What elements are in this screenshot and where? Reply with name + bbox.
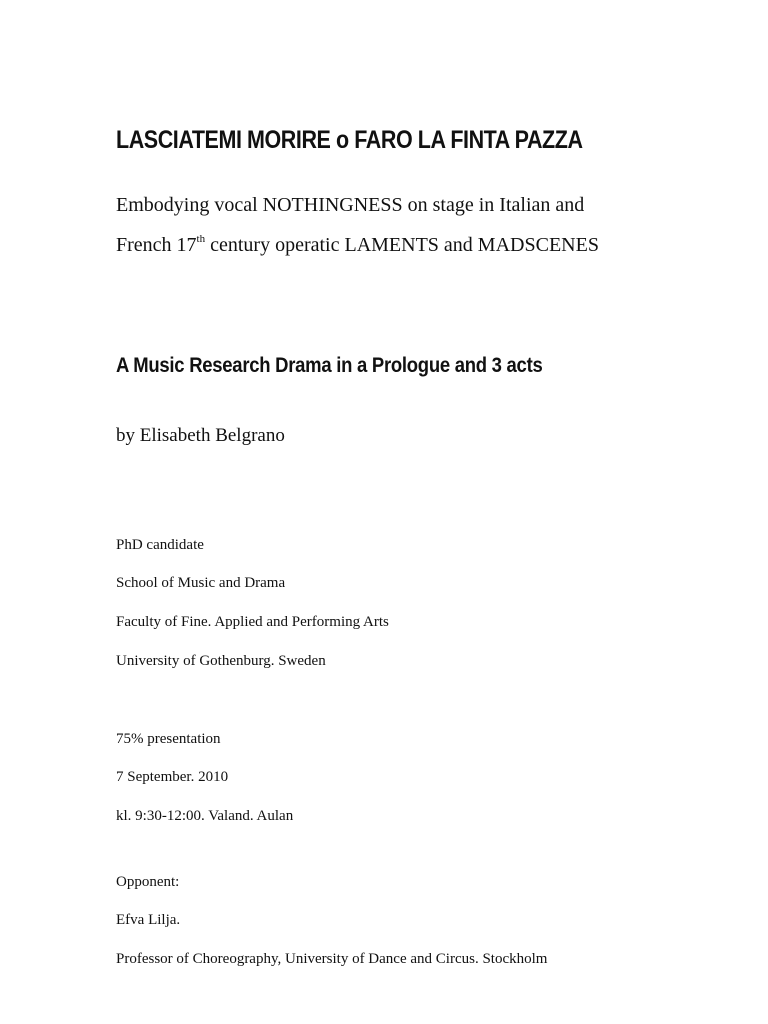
event-presentation: 75% presentation — [116, 731, 221, 747]
subtitle-line-2-start: French 17 — [116, 234, 197, 256]
affiliation-school: School of Music and Drama — [116, 575, 286, 591]
author-line: by Elisabeth Belgrano — [116, 425, 285, 446]
document-title: LASCIATEMI MORIRE o FARO LA FINTA PAZZA — [116, 126, 583, 154]
event-time-place: kl. 9:30-12:00. Valand. Aulan — [116, 808, 294, 824]
drama-heading: A Music Research Drama in a Prologue and 3 acts — [116, 354, 543, 377]
event-date: 7 September. 2010 — [116, 769, 229, 785]
subtitle-line-1: Embodying vocal NOTHINGNESS on stage in Italian and — [116, 194, 585, 216]
affiliation-faculty: Faculty of Fine. Applied and Performing Arts — [116, 614, 389, 630]
affiliation-university: University of Gothenburg. Sweden — [116, 653, 326, 669]
subtitle-line-2 — [116, 234, 599, 257]
subtitle-line-2-end: century operatic LAMENTS and MADSCENES — [205, 234, 599, 256]
opponent-position: Professor of Choreography, University of Dance and Circus. Stockholm — [116, 951, 548, 967]
opponent-name: Efva Lilja. — [116, 912, 181, 928]
affiliation-role: PhD candidate — [116, 537, 204, 553]
ordinal-superscript: th — [196, 233, 206, 245]
opponent-label: Opponent: — [116, 874, 180, 890]
